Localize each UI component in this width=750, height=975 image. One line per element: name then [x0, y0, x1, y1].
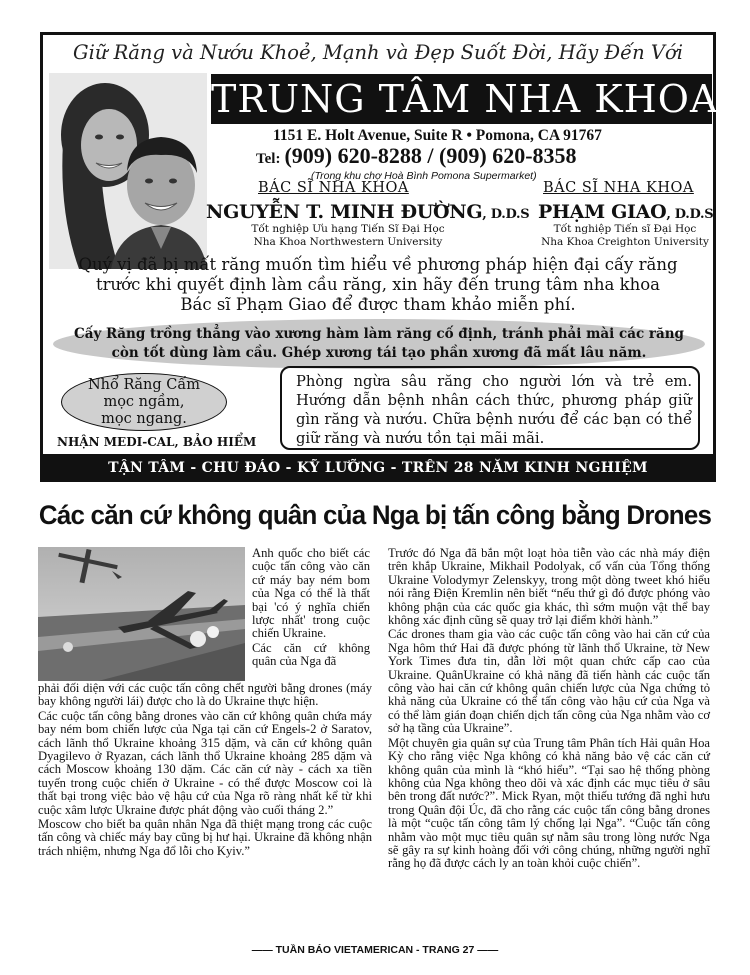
extraction-oval: Nhổ Răng Cấm mọc ngầm, mọc ngang.	[61, 373, 227, 431]
phone-numbers: (909) 620-8288 / (909) 620-8358	[284, 143, 577, 168]
doctor-2-credentials: Tốt nghiệp Tiến sĩ Đại Học Nha Khoa Creighton University	[541, 223, 709, 248]
doctor-2-name: PHẠM GIAO, D.D.S	[538, 201, 714, 223]
ad-tagline: Giữ Răng và Nướu Khoẻ, Mạnh và Đẹp Suốt Đời, Hãy Đến Với	[73, 41, 683, 64]
clinic-address: 1151 E. Holt Avenue, Suite R • Pomona, CA 91767	[273, 127, 602, 144]
phone-label: Tel:	[256, 151, 281, 167]
article-headline: Các căn cứ không quân của Nga bị tấn công bằng Drones	[38, 500, 712, 530]
couple-photo	[49, 73, 207, 269]
doctor-1-title: BÁC SĨ NHA KHOA	[258, 180, 409, 196]
article-column-1-wrap: Anh quốc cho biết các cuộc tấn công vào căn cứ máy bay ném bom của Nga có thể là thất bại 'có ý nghĩa chiến lược nhất' trong cuộc chiến Ukraine. Các căn cứ không quân của Nga đã	[252, 546, 370, 669]
article-column-1-body: phải đối diện với các cuộc tấn công chết người bằng drones (máy bay không người lái) được cho là do Ukraine thực hiện. Các cuộc tấn công bằng drones vào căn cứ không quân chứa máy bay ném bom chiến lược của Nga tại căn cứ Engels-2 ở Saratov, cách lãnh thổ Ukraine khoảng 315 dặm, và căn cứ không quân Dyagilevo ở Ryazan, cách lãnh thổ Ukraine khoảng 285 dặm và cách Moscow khoảng 130 dặm. Các căn cứ này - cách xa tiền tuyến trong cuộc chiến ở Ukraine - có thể được Moscow coi là thất bại trong việc bảo vệ hậu cứ của Nga rõ ràng nhất kể từ khi cuộc xâm lược Ukraine được phát động vào cuối tháng 2.” Moscow cho biết ba quân nhân Nga đã thiệt mạng trong các cuộc tấn công và chiếc máy bay cũng bị hư hại. Ukraine đã không nhận trách nhiệm, nhưng Nga đổ lỗi cho Kyiv.”	[38, 681, 372, 858]
doctor-1-name: NGUYỄN T. MINH ĐƯỜNG, D.D.S	[206, 201, 530, 223]
intro-paragraph: Quý vị đã bị mất răng muốn tìm hiểu về phương pháp hiện đại cấy răng trước khi quyết định làm cầu răng, xin hãy đến trung tâm nha khoa Bác sĩ Phạm Giao để được tham khảo miễn phí.	[78, 255, 678, 314]
clinic-phone	[256, 143, 577, 169]
prevention-box: Phòng ngừa sâu răng cho người lớn và trẻ em. Hướng dẫn bệnh nhân cách thức, phương pháp giữ gìn răng và nướu. Chữa bệnh nướu để các bạn có thể giữ răng và nướu tồn tại mãi mãi.	[280, 366, 700, 450]
market-note: (Trong khu chợ Hoà Bình Pomona Supermarket)	[311, 170, 537, 182]
article-column-2: Trước đó Nga đã bắn một loạt hỏa tiễn vào các nhà máy điện trên khắp Ukraine, Mikhail Podolyak, cố vấn của Tổng thống Ukraine Volodymyr Zelenskyy, trong một dòng tweet khó hiểu nói rằng Điện Kremlin nên biết “nếu thứ gì đó được phóng vào không phận của các quốc gia khác, thì sớm muộn vật thể bay không xác định cũng sẽ quay trở lại điểm khởi hành.” Các drones tham gia vào các cuộc tấn công vào hai căn cứ của Nga hôm thứ Hai đã được phóng từ lãnh thổ Ukraine, tờ New York Times đưa tin, dẫn lời một quan chức cấp cao của Ukraine. QuânUkraine có khả năng đã tiến hành các cuộc tấn công vào hai căn cứ không quân chiến lược của Nga chứng tỏ khả năng của Ukraine có thể tấn công vào hậu cứ của Nga và có thể làm gián đoạn chiến dịch tấn công của Nga nhằm vào cơ sở hạ tầng của Ukraine”. Một chuyên gia quân sự của Trung tâm Phân tích Hải quân Hoa Kỳ cho rằng việc Nga không có khả năng bảo vệ các căn cứ không quân của mình là “khó hiểu”. “Tại sao hệ thống phòng không của Nga không theo dõi và xác định các mục tiêu ở sâu bên trong đất nước?”. Mick Ryan, một thiếu tướng đã nghỉ hưu trong Quân đội Úc, đã cho rằng các cuộc tấn công bằng drones là một “cuộc tấn công tâm lý chống lại Nga”. “Cuộc tấn công nhằm vào một mục tiêu quân sự nằm sâu trong lòng nước Nga sẽ gây ra sự kinh hoàng đối với công chúng, những người nghĩ rằng họ đã được cách ly an toàn khỏi cuộc chiến”.	[388, 546, 710, 871]
doctor-1-credentials: Tốt nghiệp Ưu hạng Tiến Sĩ Đại Học Nha Khoa Northwestern University	[251, 223, 445, 248]
medical-insurance-note: NHẬN MEDI-CAL, BẢO HIỂM	[57, 435, 257, 449]
implant-oval: Cấy Răng trồng thẳng vào xương hàm làm răng cố định, tránh phải mài các răng còn tốt dùng làm cầu. Ghép xương tái tạo phần xương đã mất lâu năm.	[53, 319, 705, 369]
page-footer: —— TUẦN BÁO VIETAMERICAN - TRANG 27 ——	[251, 944, 499, 956]
clinic-name-banner: TRUNG TÂM NHA KHOA	[211, 74, 712, 124]
drone-bomber-photo	[38, 547, 245, 681]
ad-footer-slogan: TẬN TÂM - CHU ĐÁO - KỸ LƯỠNG - TRÊN 28 NĂM KINH NGHIỆM	[43, 454, 713, 482]
dental-clinic-advertisement	[40, 32, 719, 482]
doctor-2-title: BÁC SĨ NHA KHOA	[543, 180, 694, 196]
